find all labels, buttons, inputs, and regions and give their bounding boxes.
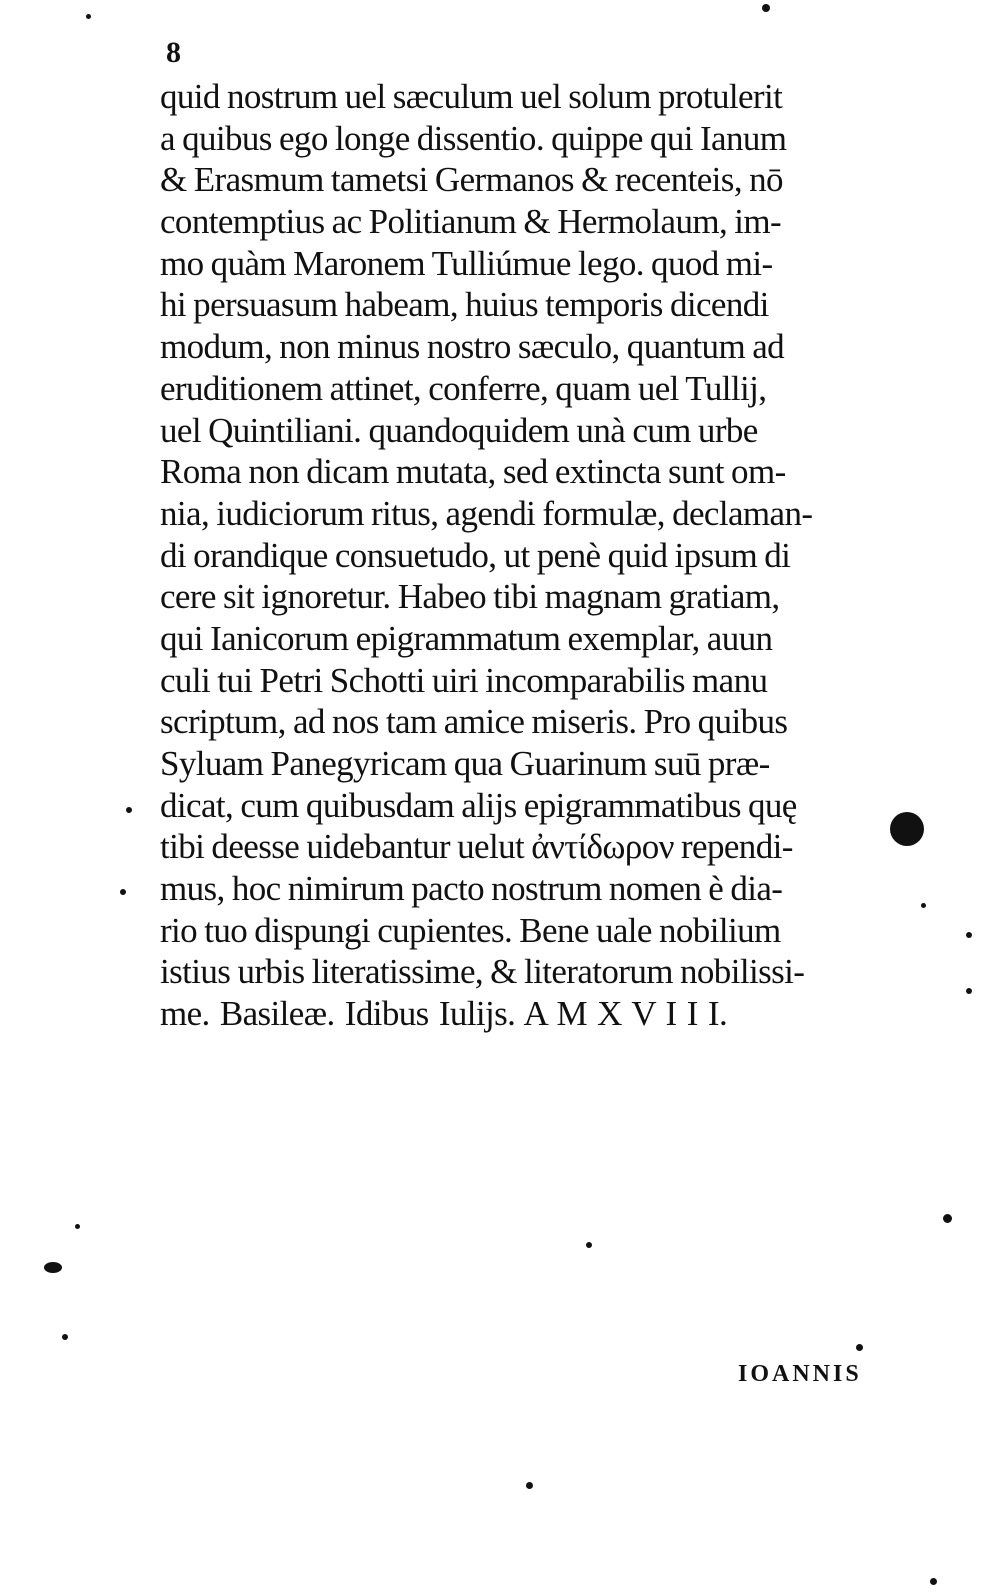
page-number: 8 — [166, 36, 181, 69]
text-line: Syluam Panegyricam qua Guarinum suū præ- — [160, 744, 770, 783]
ink-speck — [586, 1242, 592, 1248]
text-line: modum, non minus nostro sæculo, quantum ad — [160, 327, 785, 367]
text-line: dicat, cum quibusdam alijs epigrammatibus quę — [160, 785, 797, 825]
text-line: tibi deesse uidebantur uelut ἀντίδωρον rependi- — [160, 827, 793, 867]
text-line: mus, hoc nimirum pacto nostrum nomen è dia- — [160, 869, 783, 909]
text-line: & Erasmum tametsi Germanos & recenteis, nō — [160, 160, 783, 200]
text-line: culi tui Petri Schotti uiri incomparabilis manu — [160, 660, 768, 700]
ink-speck — [86, 14, 91, 19]
text-line: eruditionem attinet, conferre, quam uel Tullij, — [160, 368, 767, 408]
ink-speck — [526, 1482, 533, 1489]
text-line: cere sit ignoretur. Habeo tibi magnam gratiam, — [160, 577, 780, 617]
text-line: quid nostrum uel sæculum uel solum protulerit — [160, 77, 783, 116]
ink-speck — [966, 932, 972, 938]
text-line: rio tuo dispungi cupientes. Bene uale nobilium — [160, 910, 781, 950]
ink-speck — [75, 1224, 80, 1229]
ink-speck — [921, 903, 926, 908]
ink-speck — [890, 812, 924, 846]
body-text — [160, 76, 890, 1035]
ink-speck — [856, 1344, 863, 1351]
text-line: nia, iudiciorum ritus, agendi formulæ, declaman- — [160, 493, 813, 533]
text-line: di orandique consuetudo, ut penè quid ipsum di — [160, 535, 791, 575]
text-line: qui Ianicorum epigrammatum exemplar, auun — [160, 618, 773, 658]
ink-speck — [120, 889, 126, 895]
catchword: IOANNIS — [738, 1361, 862, 1387]
ink-speck — [930, 1578, 937, 1585]
text-line-closing: me. Basileæ. Idibus Iulijs. A M X V I I I. — [160, 994, 728, 1034]
ink-speck — [762, 4, 770, 12]
ink-speck — [62, 1334, 68, 1340]
text-line: hi persuasum habeam, huius temporis dicendi — [160, 285, 769, 325]
text-line: contemptius ac Politianum & Hermolaum, im- — [160, 202, 782, 242]
text-line: uel Quintiliani. quandoquidem unà cum urbe — [160, 410, 758, 450]
ink-speck — [44, 1262, 62, 1273]
ink-speck — [943, 1214, 952, 1223]
text-line: Roma non dicam mutata, sed extincta sunt om- — [160, 452, 786, 492]
ink-speck — [126, 807, 132, 813]
text-line: mo quàm Maronem Tulliúmue lego. quod mi- — [160, 243, 773, 283]
text-line: a quibus ego longe dissentio. quippe qui Ianum — [160, 118, 787, 158]
text-line: istius urbis literatissime, & literatorum nobilissi- — [160, 952, 805, 992]
ink-speck — [966, 988, 972, 994]
text-line: scriptum, ad nos tam amice miseris. Pro quibus — [160, 702, 788, 742]
